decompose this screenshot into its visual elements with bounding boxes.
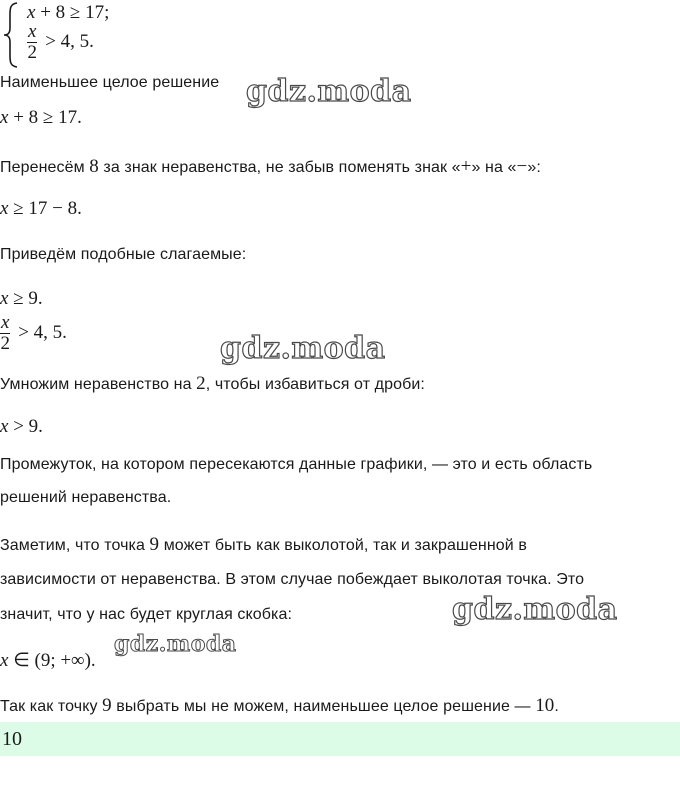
text-point-1: Заметим, что точка 9 может быть как выколотой, так и закрашенной в — [0, 534, 527, 555]
system-brace — [0, 0, 22, 70]
text-intersection-1: Промежуток, на котором пересекаются данные графики, — это и есть область — [0, 456, 593, 473]
answer-value: 10 — [2, 728, 22, 750]
fraction-x-over-2: $\frac{x}{2}$ — [0, 312, 10, 354]
math-line-2: x ≥ 17 − 8. — [0, 198, 82, 219]
text-smallest-integer: Наименьшее целое решение — [0, 74, 220, 91]
math-line-4: $\frac{x}{2}$ > 4, 5. — [0, 312, 67, 354]
text-multiply: Умножим неравенство на 2, чтобы избавиться от дроби: — [0, 373, 425, 394]
text-conclusion: Так как точку 9 выбрать мы не можем, наименьшее целое решение — 10. — [0, 695, 559, 716]
watermark: gdz.moda — [114, 631, 237, 657]
text-point-3: значит, что у нас будет круглая скобка: — [0, 606, 293, 623]
watermark: gdz.moda — [452, 592, 618, 627]
watermark: gdz.moda — [220, 331, 386, 366]
text-combine-terms: Приведём подобные слагаемые: — [0, 246, 247, 263]
math-line-3: x ≥ 9. — [0, 288, 43, 309]
text-intersection-2: решений неравенства. — [0, 489, 172, 506]
answer-box — [0, 722, 680, 756]
math-line-6: x ∈ (9; +∞). — [0, 650, 96, 671]
math-line-5: x > 9. — [0, 416, 43, 437]
system-line-2: $\frac{x}{2}$ > 4, 5. — [27, 21, 94, 63]
math-line-1: x + 8 ≥ 17. — [0, 107, 82, 128]
text-move-term: Перенесём 8 за знак неравенства, не забыв поменять знак «+» на «−»: — [0, 156, 541, 177]
system-line-1: x + 8 ≥ 17; — [27, 2, 110, 23]
watermark: gdz.moda — [246, 74, 412, 109]
fraction-x-over-2: $\frac{x}{2}$ — [27, 21, 37, 63]
text-point-2: зависимости от неравенства. В этом случае побеждает выколотая точка. Это — [0, 571, 585, 588]
